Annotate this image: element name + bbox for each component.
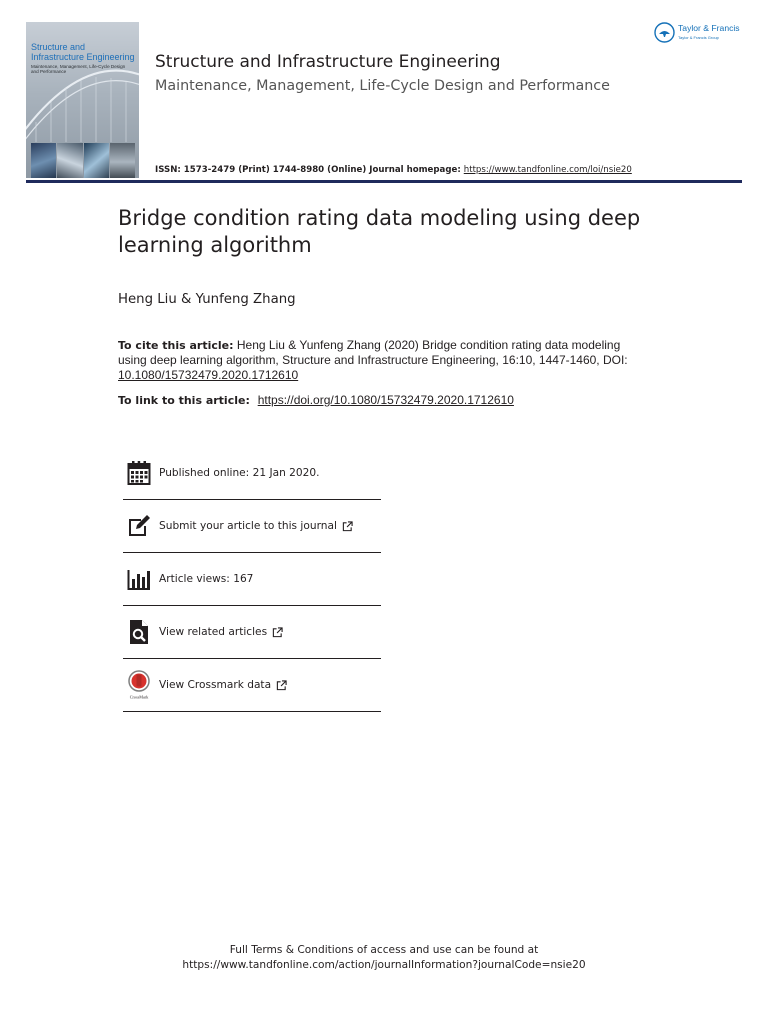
article-link-line [118,393,514,407]
document-search-icon [127,619,151,645]
external-link-icon [276,680,287,691]
cite-label: To cite this article: [118,339,234,352]
cover-subtitle: Maintenance, Management, Life-Cycle Design and Performance [31,64,126,74]
terms-url[interactable]: https://www.tandfonline.com/action/journalInformation?journalCode=nsie20 [182,959,586,971]
crossmark-caption: CrossMark [129,694,149,700]
external-link-icon [342,521,353,532]
article-title: Bridge condition rating data modeling using deep learning algorithm [118,206,641,257]
cite-doi-link[interactable]: 10.1080/15732479.2020.1712610 [118,368,299,382]
journal-homepage-link[interactable]: https://www.tandfonline.com/loi/nsie20 [463,165,632,175]
journal-title: Structure and Infrastructure Engineering [155,52,501,72]
article-views-label: Article views: 167 [159,573,254,585]
article-views-row [123,553,381,606]
cover-volume-line [30,26,135,34]
bar-chart-icon [127,566,151,592]
external-link-icon [272,627,283,638]
related-articles-link[interactable] [159,626,283,638]
published-online-row [123,447,381,500]
publisher-group: Taylor & Francis Group [678,35,719,40]
related-articles-row[interactable] [123,606,381,659]
issn-line [155,165,632,175]
cite-text: Heng Liu & Yunfeng Zhang (2020) Bridge condition rating data modeling using deep learning algorithm, Structure and Infrastructure Engineering, 16:10, 1447-1460, DOI: [118,338,628,367]
edit-icon [127,513,151,539]
crossmark-link[interactable] [159,679,287,691]
publisher-lamp-icon [654,22,675,43]
header-divider [26,180,742,183]
crossmark-row[interactable] [123,659,381,712]
cover-photo-strip [31,143,135,178]
calendar-icon [127,460,151,486]
cover-journal-name: Structure and Infrastructure Engineering [31,42,135,62]
issn-text: ISSN: 1573-2479 (Print) 1744-8980 (Online) Journal homepage: [155,165,464,175]
journal-cover-image [26,22,139,178]
published-online-label: Published online: 21 Jan 2020. [159,467,320,479]
terms-footer [0,943,768,973]
citation-block [118,338,648,383]
publisher-name: Taylor & Francis [678,23,740,33]
link-label: To link to this article: [118,394,254,407]
journal-subtitle: Maintenance, Management, Life-Cycle Design and Performance [155,78,610,94]
submit-article-row[interactable] [123,500,381,553]
article-info-list [123,447,381,712]
related-articles-label: View related articles [159,626,268,638]
submit-article-link[interactable] [159,520,353,532]
submit-article-label: Submit your article to this journal [159,520,337,532]
crossmark-icon [127,670,151,700]
terms-line: Full Terms & Conditions of access and use can be found at [229,944,539,956]
article-authors: Heng Liu & Yunfeng Zhang [118,292,296,307]
article-doi-link[interactable]: https://doi.org/10.1080/15732479.2020.1712610 [257,393,514,407]
publisher-logo[interactable] [654,22,740,46]
crossmark-label: View Crossmark data [159,679,272,691]
